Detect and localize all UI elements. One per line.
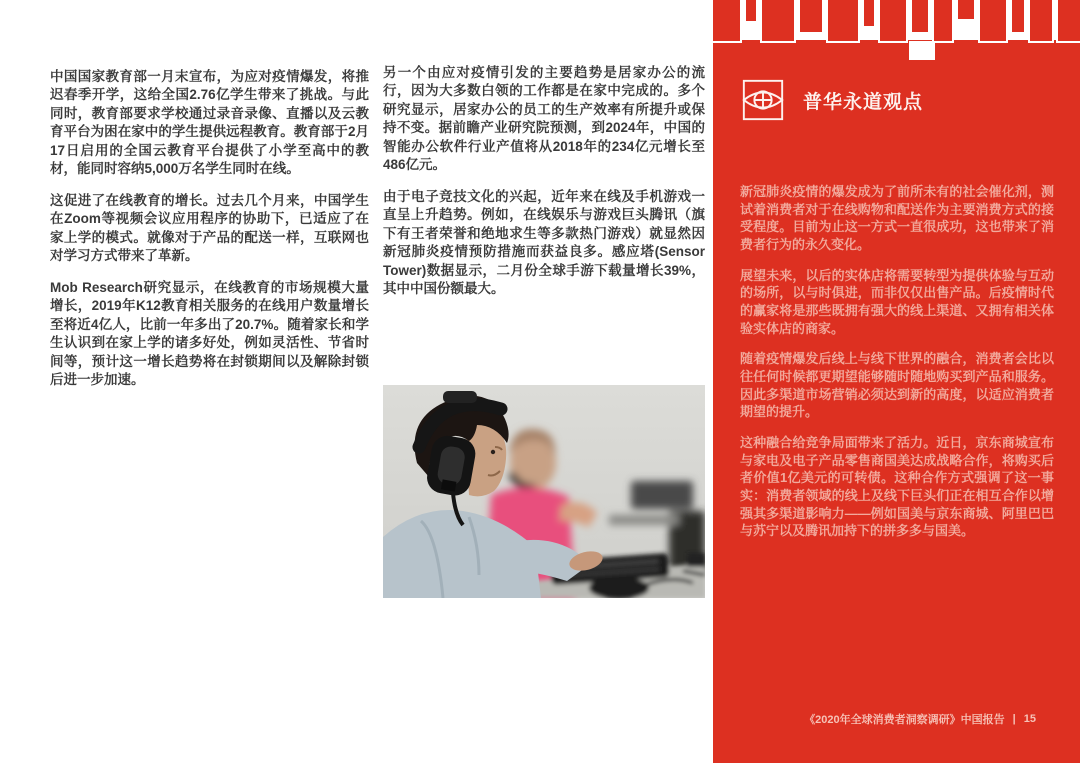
sidebar-header (740, 77, 1080, 123)
eye-crosshair-icon (740, 77, 786, 123)
sidebar-panel (713, 63, 1080, 763)
footer-separator: | (1012, 713, 1016, 725)
pwc-viewpoint-sidebar (713, 0, 1080, 763)
page-number: 15 (1023, 713, 1036, 725)
paragraph: 中国国家教育部一月末宣布，为应对疫情爆发，将推迟春季开学，这给全国2.76亿学生带来了挑战。与此同时，教育部要求学校通过录音录像、直播以及云教育平台为困在家中的学生提供远程教育。教育部于2月17日启用的全国云教育平台提供了小学至高中的教材，能同时容纳5,000万名学生同时在线。 (50, 69, 369, 177)
sidebar-paragraph: 随着疫情爆发后线上与线下世界的融合，消费者会比以往任何时候都更期望能够随时随地购买到产品和服务。因此多渠道市场营销必须达到新的高度，以适应消费者期望的提升。 (740, 351, 1054, 420)
report-title: 《2020年全球消费者洞察调研》中国报告 (804, 714, 1005, 726)
paragraph: Mob Research研究显示，在线教育的市场规模大量增长，2019年K12教育相关服务的在线用户数量增长至将近4亿人，比前一年多出了20.7%。随着家长和学生认识到在家上学的诸多好处，例如灵活性、节省时间等，预计这一增长趋势将在封锁期间以及解除封锁后进一步加速。 (50, 279, 369, 388)
sidebar-paragraph: 展望未来，以后的实体店将需要转型为提供体验与互动的场所，以与时俱进，而非仅仅出售产品。后疫情时代的赢家将是那些既拥有强大的线上渠道、又拥有相关体验实体店的商家。 (740, 267, 1054, 336)
sidebar-paragraph: 这种融合给竞争局面带来了活力。近日，京东商城宣布与家电及电子产品零售商国美达成战略合作，将购买后者价值1亿美元的可转债。这种合作方式强调了这一事实：消费者领域的线上及线下巨头们正在相互合作以增强其多渠道影响力——例如国美与京东商城、阿里巴巴与苏宁以及腾讯加持下的拼多多与国美。 (740, 435, 1054, 539)
paragraph: 另一个由应对疫情引发的主要趋势是居家办公的流行，因为大多数白领的工作都是在家中完成的。多个研究显示，居家办公的员工的生产效率有所提升或保持不变。据前瞻产业研究院预测，到2024年，中国的智能办公软件行业产值将从2018年的234亿元增长至486亿元。 (383, 65, 705, 173)
sidebar-heading: 普华永道观点 (803, 91, 924, 113)
article-column-1 (50, 68, 369, 403)
article-column-2 (383, 64, 705, 312)
sidebar-body (740, 183, 1054, 553)
report-footer (804, 711, 1036, 727)
paragraph: 这促进了在线教育的增长。过去几个月来，中国学生在Zoom等视频会议应用程序的协助下，已适应了在家上学的模式。就像对于产品的配送一样，互联网也对学习方式带来了革新。 (50, 192, 369, 264)
photo-children-computers (383, 385, 705, 598)
skyline-pattern-decoration (713, 0, 1080, 64)
paragraph: 由于电子竞技文化的兴起，近年来在线及手机游戏一直呈上升趋势。例如，在线娱乐与游戏巨头腾讯（旗下有王者荣誉和绝地求生等多款热门游戏）就显然因新冠肺炎疫情预防措施而获益良多。感应塔(Sensor Tower)数据显示，二月份全球手游下载量增长39%，其中中国份额最大。 (383, 188, 705, 297)
sidebar-paragraph: 新冠肺炎疫情的爆发成为了前所未有的社会催化剂，测试着消费者对于在线购物和配送作为主要消费方式的接受程度。目前为止这一方式一直很成功，这也带来了消费者行为的永久变化。 (740, 184, 1054, 253)
